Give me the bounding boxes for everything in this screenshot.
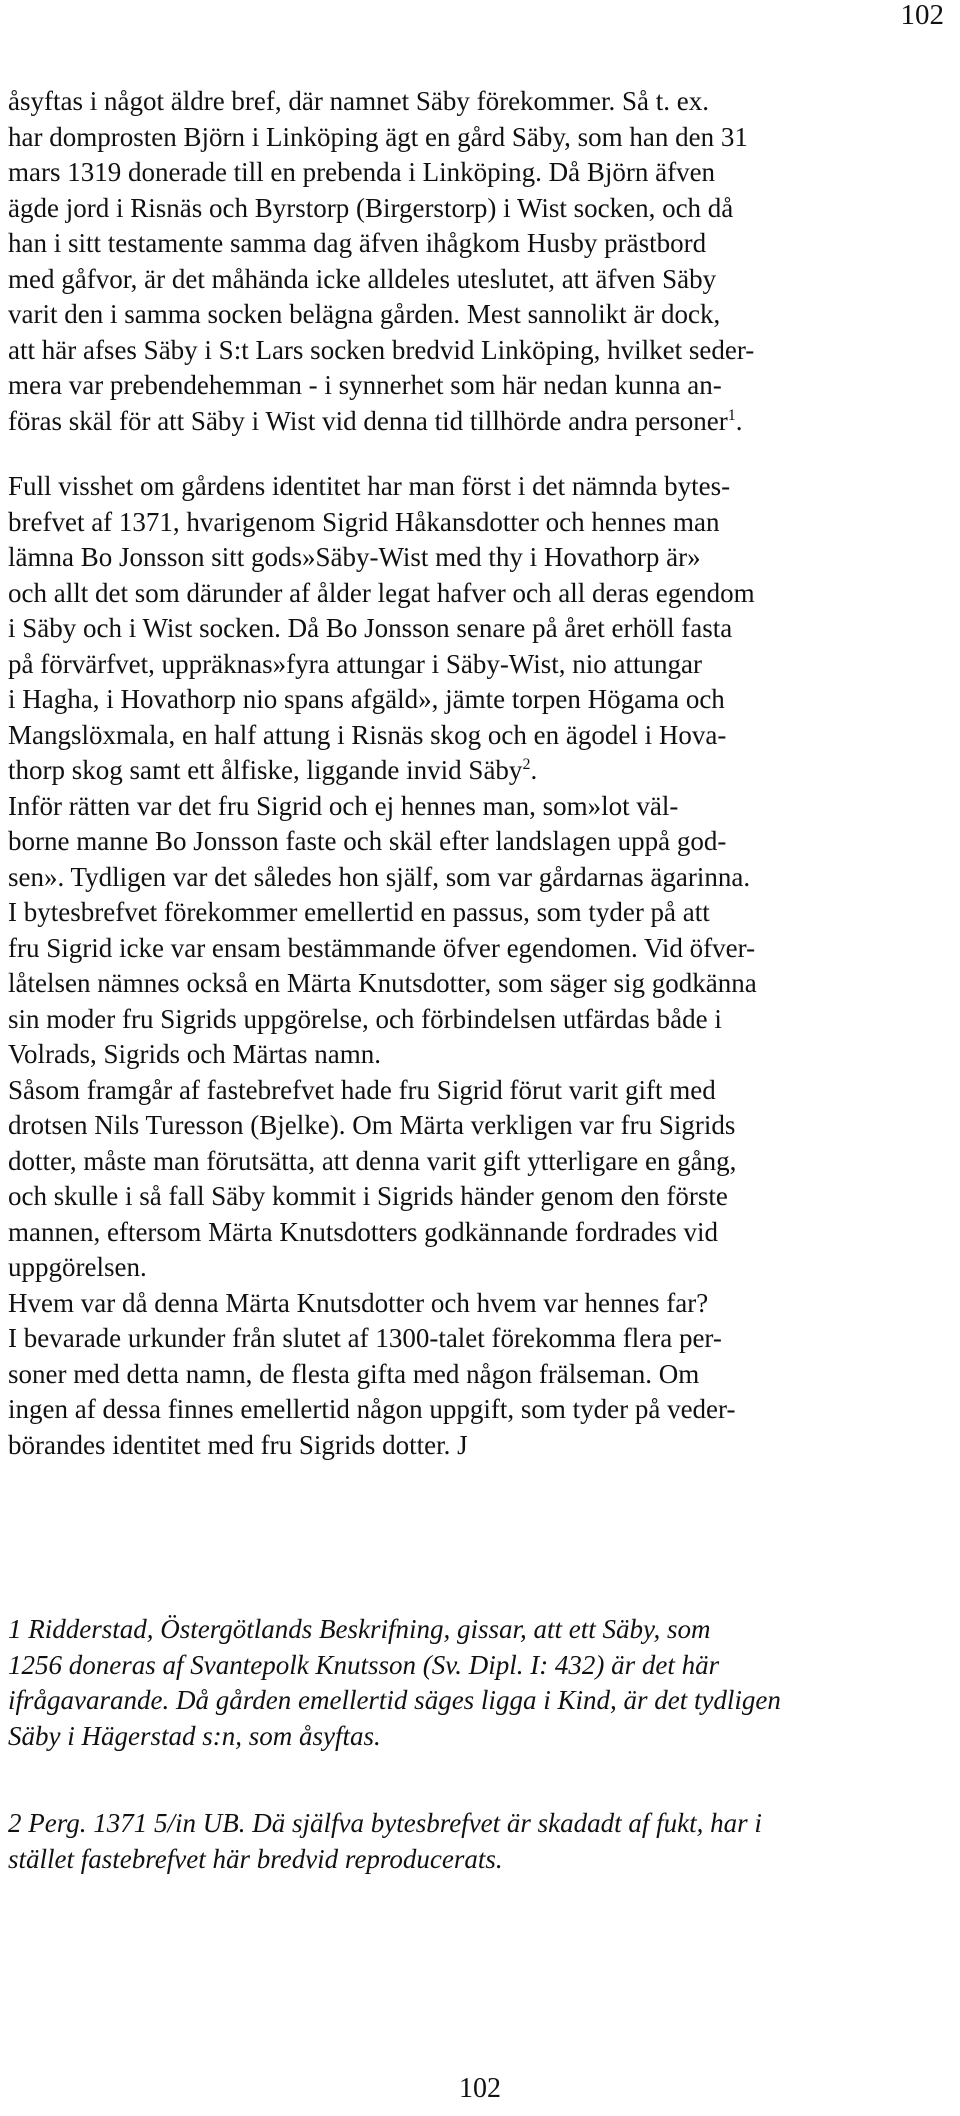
text-line: dotter, måste man förutsätta, att denna varit gift ytterligare en gång,	[8, 1145, 737, 1176]
text-line: Volrads, Sigrids och Märtas namn.	[8, 1039, 381, 1069]
footnote-1-text	[8, 1612, 948, 1754]
text-line: han i sitt testamente samma dag äfven ihågkom Husby prästbord	[8, 228, 707, 258]
footnote-line: 1 Ridderstad, Östergötlands Beskrifning, gissar, att ett Säby, som	[8, 1614, 711, 1644]
text-line: Inför rätten var det fru Sigrid och ej hennes man, som»lot väl-	[8, 790, 679, 821]
text-line: brefvet af 1371, hvarigenom Sigrid Håkansdotter och hennes man	[8, 506, 720, 537]
footnote-2	[8, 1806, 948, 1877]
main-text	[8, 84, 948, 1463]
footnote-2-text	[8, 1806, 948, 1877]
page-number-top: 102	[900, 0, 944, 31]
footnote-ref-2: 2	[522, 756, 531, 773]
text-line: Hvem var då denna Märta Knutsdotter och hvem var hennes far?	[8, 1287, 709, 1318]
text-line: på förvärfvet, uppräknas»fyra attungar i Säby-Wist, nio attungar	[8, 648, 702, 679]
text-line: borne manne Bo Jonsson faste och skäl efter landslagen uppå god-	[8, 826, 727, 856]
paragraph-1	[8, 84, 948, 439]
text-line	[8, 753, 948, 789]
text-line: drotsen Nils Turesson (Bjelke). Om Märta verkligen var fru Sigrids	[8, 1110, 736, 1140]
text-line: soner med detta namn, de flesta gifta med någon frälseman. Om	[8, 1358, 700, 1389]
text-line: varit den i samma socken belägna gården. Mest sannolikt är dock,	[8, 299, 721, 329]
footnote-line: ifrågavarande. Då gården emellertid säges ligga i Kind, är det tydligen	[8, 1685, 781, 1715]
text-run: .	[530, 755, 538, 785]
footnote-line: Säby i Hägerstad s:n, som åsyftas.	[8, 1720, 381, 1751]
text-line: lämna Bo Jonsson sitt gods»Säby-Wist med thy i Hovathorp är»	[8, 542, 701, 572]
footnote-line: 1256 doneras af Svantepolk Knutsson (Sv. Dipl. I: 432) är det här	[8, 1649, 720, 1680]
text-line: börandes identitet med fru Sigrids dotter. J	[8, 1429, 468, 1460]
text-line: mannen, eftersom Märta Knutsdotters godkännande fordrades vid	[8, 1216, 719, 1247]
text-line	[8, 404, 948, 440]
paragraph-2	[8, 469, 948, 789]
text-line: I bytesbrefvet förekommer emellertid en passus, som tyder på att	[8, 897, 710, 927]
text-line: mera var prebendehemman - i synnerhet som här nedan kunna an-	[8, 370, 722, 400]
text-line: med gåfvor, är det måhända icke alldeles uteslutet, att äfven Säby	[8, 263, 717, 294]
text-line: ägde jord i Risnäs och Byrstorp (Birgerstorp) i Wist socken, och då	[8, 192, 734, 223]
text-line: mars 1319 donerade till en prebenda i Linköping. Då Björn äfven	[8, 157, 716, 187]
text-line: fru Sigrid icke var ensam bestämmande öfver egendomen. Vid öfver-	[8, 932, 756, 963]
text-line: Mangslöxmala, en half attung i Risnäs skog och en ägodel i Hova-	[8, 719, 727, 750]
footnote-line: stället fastebrefvet här bredvid reproducerats.	[8, 1843, 503, 1874]
text-line: åsyftas i något äldre bref, där namnet Säby förekommer. Så t. ex.	[8, 86, 710, 116]
text-line: I bevarade urkunder från slutet af 1300-talet förekomma flera per-	[8, 1323, 722, 1353]
text-line: låtelsen nämnes också en Märta Knutsdotter, som säger sig godkänna	[8, 968, 757, 998]
text-line: sin moder fru Sigrids uppgörelse, och förbindelsen utfärdas både i	[8, 1003, 722, 1034]
text-line: har domprosten Björn i Linköping ägt en gård Säby, som han den 31	[8, 121, 748, 152]
text-run: föras skäl för att Säby i Wist vid denna tid tillhörde andra personer	[8, 405, 728, 436]
text-line: att här afses Säby i S:t Lars socken bredvid Linköping, hvilket seder-	[8, 334, 755, 365]
text-line: Såsom framgår af fastebrefvet hade fru Sigrid förut varit gift med	[8, 1074, 716, 1105]
text-line: i Hagha, i Hovathorp nio spans afgäld», jämte torpen Högama och	[8, 684, 725, 714]
text-line: sen». Tydligen var det således hon själf, som var gårdarnas ägarinna.	[8, 861, 751, 892]
text-line: uppgörelsen.	[8, 1252, 147, 1282]
page-number-bottom: 102	[459, 2073, 501, 2104]
text-line: och allt det som därunder af ålder legat hafver och all deras egendom	[8, 577, 755, 608]
footnote-line: 2 Perg. 1371 5/in UB. Dä själfva bytesbrefvet är skadadt af fukt, har i	[8, 1808, 762, 1838]
text-line: i Säby och i Wist socken. Då Bo Jonsson senare på året erhöll fasta	[8, 613, 733, 643]
text-line: och skulle i så fall Säby kommit i Sigrids händer genom den förste	[8, 1181, 728, 1211]
footnote-ref-1: 1	[727, 406, 736, 424]
text-run: .	[735, 405, 743, 436]
footnote-1	[8, 1612, 948, 1754]
paragraph-3	[8, 789, 948, 1464]
text-line: ingen af dessa finnes emellertid någon uppgift, som tyder på veder-	[8, 1394, 736, 1424]
text-line: Full visshet om gårdens identitet har man först i det nämnda bytes-	[8, 471, 731, 501]
text-run: thorp skog samt ett ålfiske, liggande invid Säby	[8, 755, 523, 785]
